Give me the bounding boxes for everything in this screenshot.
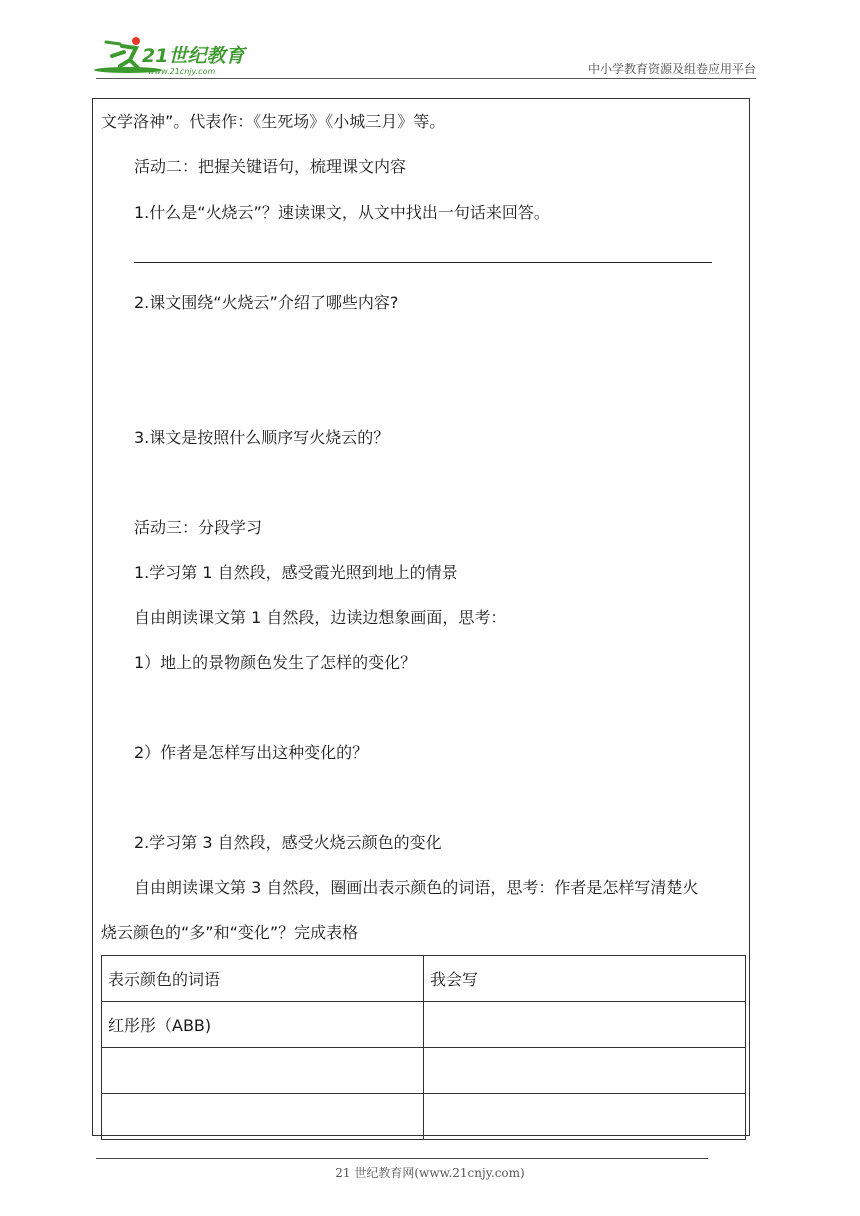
instruction-3-line1: 自由朗读课文第 3 自然段，圈画出表示颜色的词语，思考：作者是怎样写清楚火	[134, 878, 699, 897]
table-cell-input[interactable]	[424, 1094, 746, 1140]
table-cell: 红彤彤（ABB)	[102, 1002, 424, 1048]
table-header: 表示颜色的词语	[102, 956, 424, 1002]
table-cell-input[interactable]	[424, 1002, 746, 1048]
color-words-table	[101, 955, 746, 1140]
sub-question-1: 1）地上的景物颜色发生了怎样的变化？	[134, 653, 417, 672]
table-row	[102, 1048, 746, 1094]
table-row	[102, 1094, 746, 1140]
question-1: 1.什么是“火烧云”？速读课文，从文中找出一句话来回答。	[134, 203, 550, 222]
table-cell-input[interactable]	[424, 1048, 746, 1094]
instruction-1: 自由朗读课文第 1 自然段，边读边想象画面，思考：	[134, 608, 507, 627]
footer-divider	[96, 1158, 708, 1159]
question-3: 3.课文是按照什么顺序写火烧云的？	[134, 428, 390, 447]
table-cell-input[interactable]	[102, 1048, 424, 1094]
activity-three-heading: 活动三：分段学习	[134, 518, 263, 537]
activity-two-heading: 活动二：把握关键语句，梳理课文内容	[134, 157, 407, 176]
table-header-row	[102, 956, 746, 1002]
answer-line	[134, 262, 712, 263]
paragraph: 文学洛神”。代表作：《生死场》《小城三月》等。	[101, 112, 446, 131]
platform-name: 中小学教育资源及组卷应用平台	[587, 62, 756, 76]
study-paragraph-1: 1.学习第 1 自然段，感受霞光照到地上的情景	[134, 563, 458, 582]
content-box	[92, 98, 750, 1136]
page-header	[0, 0, 860, 80]
table-row	[102, 1002, 746, 1048]
header-divider	[96, 78, 756, 79]
logo-url: www.21cnjy.com	[148, 67, 216, 76]
table-cell-input[interactable]	[102, 1094, 424, 1140]
logo-text: 21世纪教育	[142, 45, 245, 67]
sub-question-2: 2）作者是怎样写出这种变化的？	[134, 743, 369, 762]
21cnjy-logo	[92, 32, 262, 78]
footer-text[interactable]: 21 世纪教育网(www.21cnjy.com)	[335, 1166, 525, 1180]
instruction-3-line2: 烧云颜色的“多”和“变化”？完成表格	[101, 923, 359, 942]
table-header: 我会写	[424, 956, 746, 1002]
study-paragraph-3: 2.学习第 3 自然段，感受火烧云颜色的变化	[134, 833, 442, 852]
question-2: 2.课文围绕“火烧云”介绍了哪些内容?	[134, 293, 399, 312]
